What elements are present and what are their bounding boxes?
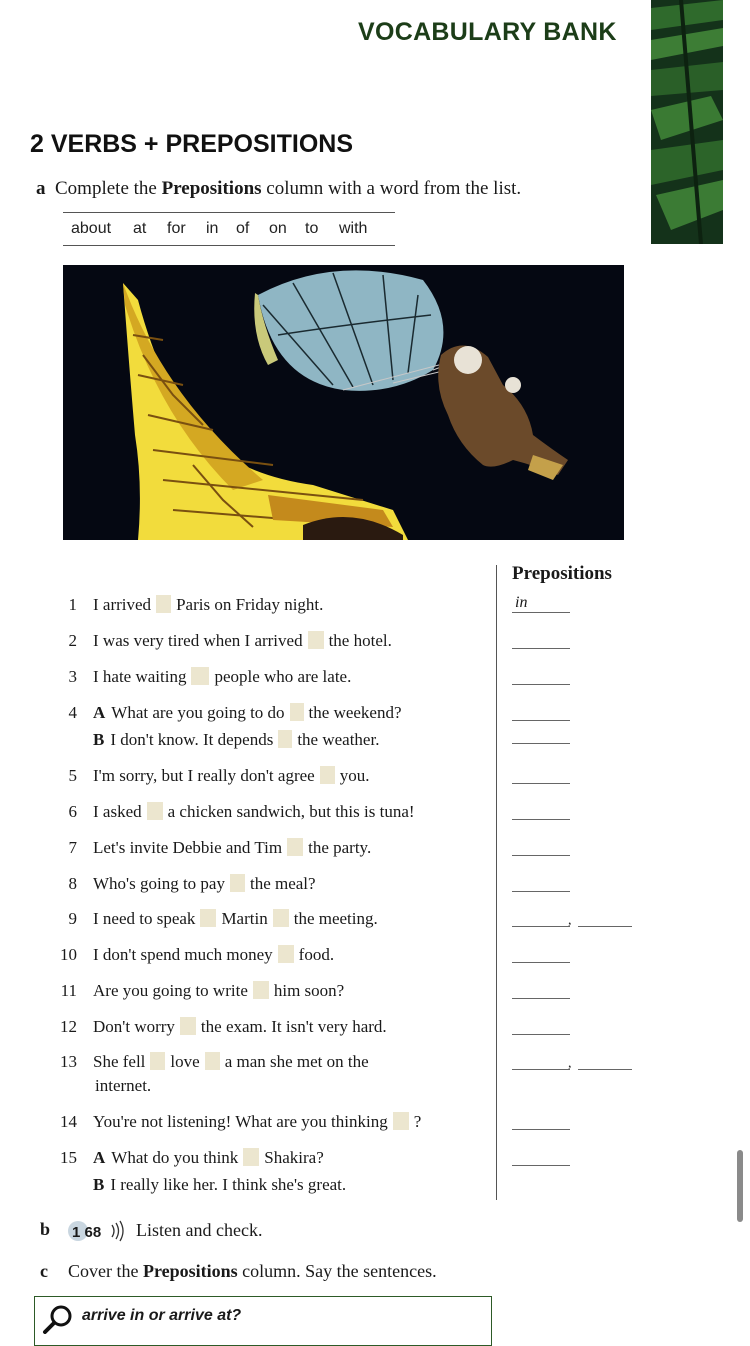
sentence-part: You're not listening! What are you thinking (93, 1112, 388, 1131)
sentence-part: the weekend? (308, 703, 402, 722)
answer-gap[interactable] (278, 945, 294, 963)
sentence-part: I arrived (93, 595, 152, 614)
answer-gap[interactable] (393, 1112, 409, 1130)
answer-line[interactable] (512, 1069, 570, 1070)
sentence-part: I asked (93, 802, 142, 821)
answer-line[interactable] (512, 819, 570, 820)
speaker-label: A (93, 703, 106, 722)
item-number: 12 (60, 1017, 77, 1036)
item-number: 11 (60, 981, 77, 1000)
answer-line[interactable] (512, 612, 570, 613)
sentence-part: I'm sorry, but I really don't agree (93, 766, 315, 785)
eiffel-tower-parachute-illustration (63, 265, 624, 540)
sentence-part: Are you going to write (93, 981, 248, 1000)
sentence-part: What do you think (111, 1148, 239, 1167)
answer-separator: , (568, 913, 572, 928)
answer-gap[interactable] (147, 802, 163, 820)
answer-gap[interactable] (253, 981, 269, 999)
sentence-part: I don't spend much money (93, 945, 273, 964)
item-sentence (93, 981, 344, 1001)
item-number: 4 (68, 703, 77, 722)
word-list (63, 212, 395, 246)
answer-text: in (515, 594, 528, 611)
word-list-item: in (206, 220, 219, 237)
answer-gap[interactable] (156, 595, 171, 613)
sentence-part: ? (413, 1112, 422, 1131)
instruction-post: column with a word from the list. (261, 178, 522, 199)
exercise-b-letter: b (40, 1219, 51, 1239)
scrollbar-thumb[interactable] (737, 1150, 743, 1222)
sentence-part: you. (339, 766, 370, 785)
answer-line[interactable] (578, 1069, 632, 1070)
answer-line[interactable] (512, 684, 570, 685)
sentence-part: love (170, 1052, 200, 1071)
speaker-label: A (93, 1148, 106, 1167)
answer-gap[interactable] (243, 1148, 259, 1166)
sentence-part: the exam. It isn't very hard. (200, 1017, 387, 1036)
sentence-part: Let's invite Debbie and Tim (93, 838, 283, 857)
section-title: 2 VERBS + PREPOSITIONS (30, 130, 354, 158)
item-number: 2 (68, 631, 77, 650)
sentence-part: I really like her. I think she's great. (110, 1175, 347, 1194)
sentence-part: the hotel. (328, 631, 392, 650)
speaker-label: B (93, 1175, 105, 1194)
sentence-part: I hate waiting (93, 667, 187, 686)
answer-line[interactable] (512, 743, 570, 744)
word-list-item: to (305, 220, 319, 237)
answer-gap[interactable] (320, 766, 335, 784)
answer-gap[interactable] (200, 909, 216, 927)
c-text-bold: Prepositions (142, 1261, 238, 1281)
word-list-item: of (236, 220, 250, 237)
sentence-part: food. (298, 945, 335, 964)
sentence-part: Shakira? (264, 1148, 324, 1167)
item-number: 5 (68, 766, 77, 785)
answer-gap[interactable] (230, 874, 245, 892)
word-list-item: at (133, 220, 147, 237)
answer-line[interactable] (512, 648, 570, 649)
answer-line[interactable] (512, 1165, 570, 1166)
exercise-b-text: Listen and check. (136, 1220, 263, 1240)
sentence-part: him soon? (273, 981, 345, 1000)
word-list-item: on (269, 220, 287, 237)
item-sentence (93, 730, 379, 750)
item-number: 10 (60, 945, 77, 964)
answer-line[interactable] (512, 926, 570, 927)
answer-gap[interactable] (150, 1052, 165, 1070)
item-sentence (93, 1112, 421, 1132)
c-text-pre: Cover the (68, 1261, 143, 1281)
item-number: 13 (60, 1052, 77, 1071)
tip-title: arrive in or arrive at? (82, 1307, 242, 1324)
item-sentence (93, 1017, 387, 1037)
sentence-part: the meal? (249, 874, 316, 893)
word-list-item: for (167, 220, 186, 237)
word-list-item: with (339, 220, 368, 237)
answer-line[interactable] (512, 962, 570, 963)
exercise-a-letter: a (36, 178, 46, 199)
item-number: 1 (68, 595, 77, 614)
exercise-c-letter: c (40, 1261, 48, 1281)
answer-line[interactable] (512, 998, 570, 999)
speaker-label: B (93, 730, 105, 749)
c-text-post: column. Say the sentences. (237, 1261, 437, 1281)
answer-line[interactable] (512, 720, 570, 721)
answer-line[interactable] (512, 1034, 570, 1035)
sentence-part: Don't worry (93, 1017, 175, 1036)
answer-gap[interactable] (180, 1017, 196, 1035)
answer-gap[interactable] (278, 730, 292, 748)
answer-gap[interactable] (308, 631, 324, 649)
sentence-part: Martin (221, 909, 268, 928)
answer-gap[interactable] (273, 909, 289, 927)
item-sentence (93, 874, 316, 894)
item-sentence (93, 595, 323, 615)
item-sentence (93, 1175, 346, 1195)
sentence-part: people who are late. (214, 667, 352, 686)
instruction-bold: Prepositions (161, 178, 262, 199)
item-sentence (93, 909, 378, 929)
item-number: 9 (68, 909, 77, 928)
item-number: 8 (68, 874, 77, 893)
answer-line[interactable] (512, 783, 570, 784)
item-sentence (93, 838, 371, 858)
item-number: 7 (68, 838, 77, 857)
sentence-part: Who's going to pay (93, 874, 225, 893)
item-sentence (93, 667, 351, 687)
sentence-part: the party. (308, 838, 372, 857)
answer-gap[interactable] (205, 1052, 220, 1070)
sentence-part: a man she met on the (224, 1052, 369, 1071)
prepositions-column-divider (496, 565, 497, 1200)
answer-separator: , (568, 1056, 572, 1071)
item-sentence (93, 802, 415, 822)
decorative-leaf-strip (651, 0, 723, 244)
sentence-part: I was very tired when I arrived (93, 631, 303, 650)
item-sentence (93, 945, 334, 965)
item-number: 15 (60, 1148, 77, 1167)
item-sentence (93, 631, 392, 651)
item-sentence (93, 1052, 369, 1072)
item-number: 6 (68, 802, 77, 821)
sentence-part: What are you going to do (111, 703, 285, 722)
answer-line[interactable] (578, 926, 632, 927)
audio-track-label: 1 68 (72, 1224, 102, 1241)
item-number: 3 (68, 667, 77, 686)
sentence-part: a chicken sandwich, but this is tuna! (167, 802, 415, 821)
sentence-part: the meeting. (293, 909, 378, 928)
answer-gap[interactable] (290, 703, 304, 721)
exercise-a-instruction (36, 178, 521, 200)
word-list-item: about (71, 220, 112, 237)
answer-line[interactable] (512, 855, 570, 856)
item-sentence (93, 766, 369, 786)
instruction-pre: Complete the (55, 178, 162, 199)
item-sentence (93, 1148, 324, 1168)
item-number: 14 (60, 1112, 77, 1131)
sentence-part: She fell (93, 1052, 146, 1071)
item-sentence-continuation: internet. (95, 1076, 152, 1095)
answer-gap[interactable] (287, 838, 303, 856)
answer-line[interactable] (512, 1129, 570, 1130)
sentence-part: Paris on Friday night. (176, 595, 324, 614)
vocabulary-bank-title: VOCABULARY BANK (358, 18, 617, 46)
magnifier-icon (42, 1304, 76, 1334)
answer-gap[interactable] (191, 667, 209, 685)
sentence-part: I don't know. It depends (110, 730, 274, 749)
exercise-c-text (68, 1261, 437, 1282)
audio-track-button[interactable] (67, 1219, 125, 1243)
answer-line[interactable] (512, 891, 570, 892)
prepositions-column-header: Prepositions (512, 563, 612, 584)
item-sentence (93, 703, 402, 723)
sentence-part: I need to speak (93, 909, 196, 928)
sentence-part: the weather. (297, 730, 380, 749)
